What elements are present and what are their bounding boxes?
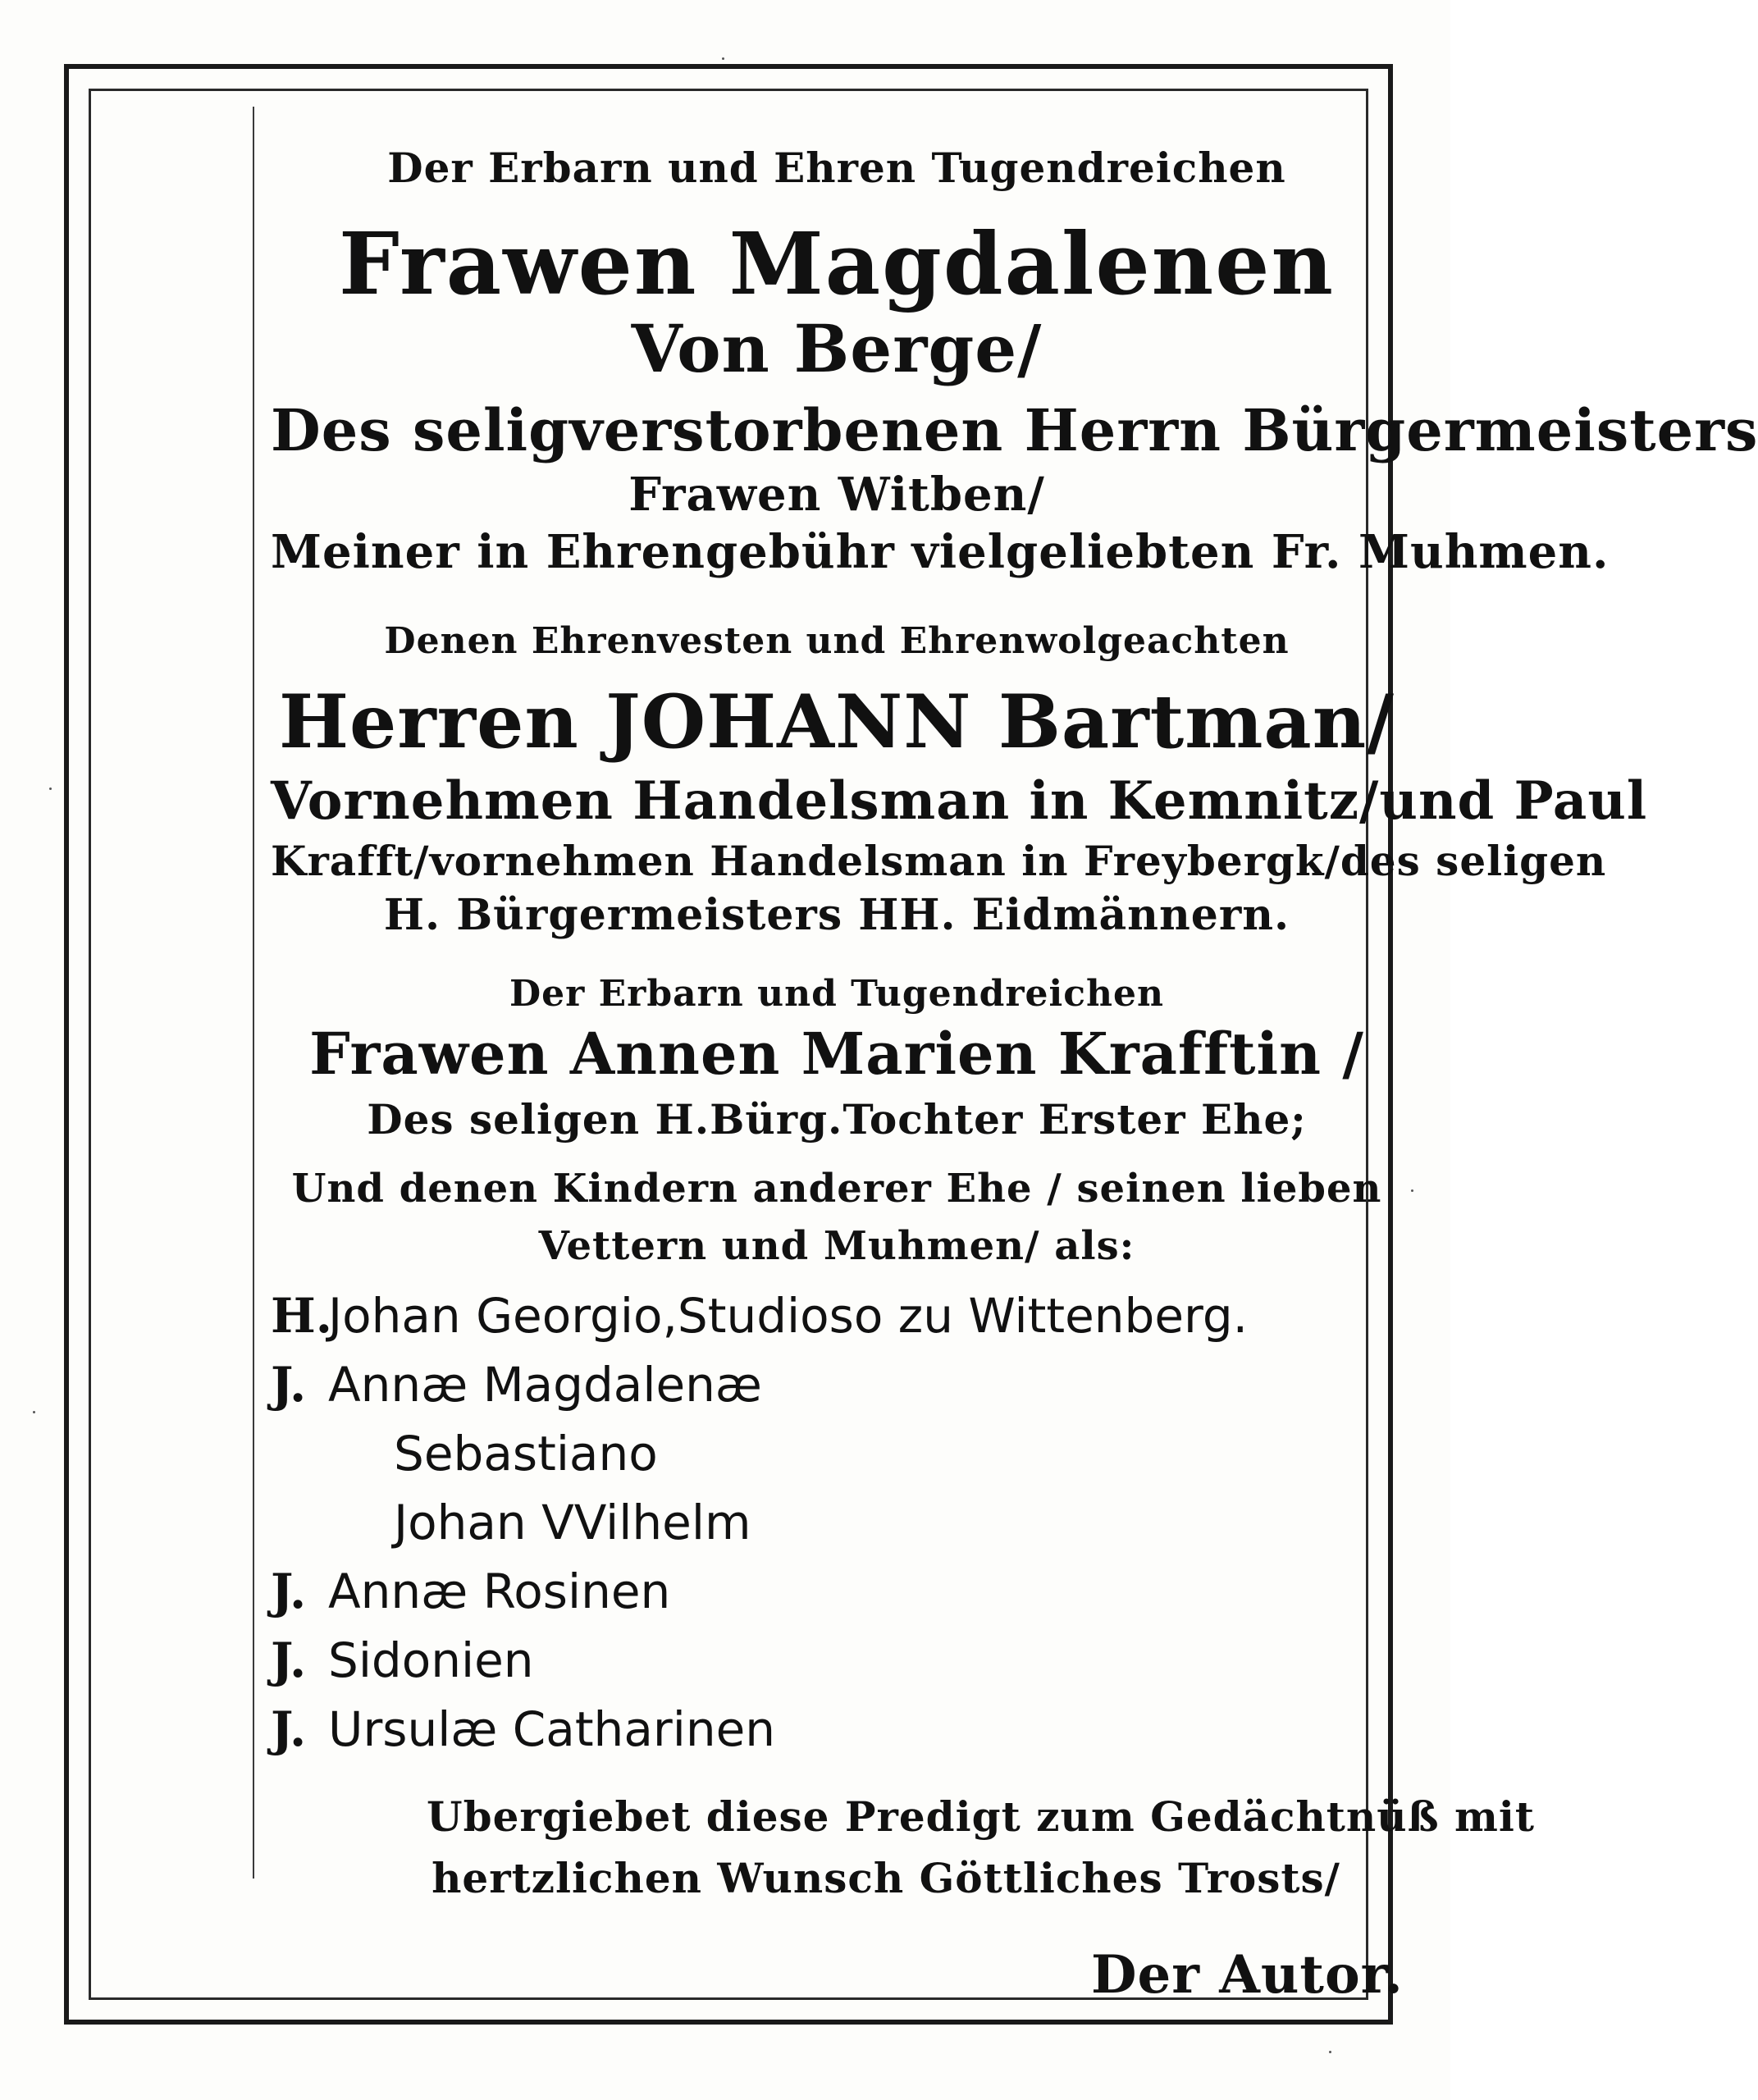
- list-item: [271, 1632, 1337, 1705]
- dedication-line-4: Des seligverstorbenen Herrn Bürgermeisters: [271, 396, 1758, 464]
- dedicatee-name-title: Frawen Magdalenen: [338, 213, 1336, 314]
- dedication-line-5: Frawen Witben/: [628, 468, 1045, 522]
- scan-speck: [49, 788, 52, 790]
- scan-speck: [1329, 2051, 1331, 2053]
- name-text: Sebastiano: [394, 1426, 658, 1481]
- scan-speck: [1411, 1189, 1413, 1192]
- names-list: [271, 1288, 1337, 1774]
- closing-line-1: Ubergiebet diese Predigt zum Gedächtnüß mit: [427, 1792, 1535, 1841]
- dedication-line-14: Des seligen H.Bürg.Tochter Erster Ehe;: [367, 1095, 1307, 1144]
- name-text: Annæ Rosinen: [328, 1564, 671, 1619]
- dedication-line-9: Vornehmen Handelsman in Kemnitz/und Paul: [271, 770, 1648, 832]
- dedication-line-12: Der Erbarn und Tugendreichen: [509, 973, 1165, 1015]
- scan-speck: [33, 1411, 35, 1413]
- dedication-line-13: Frawen Annen Marien Krafftin /: [309, 1020, 1364, 1088]
- dedicatee-surname: Von Berge/: [631, 310, 1043, 387]
- list-item: [271, 1288, 1337, 1361]
- name-prefix: J.: [271, 1357, 307, 1413]
- name-prefix: J.: [271, 1701, 307, 1757]
- name-text: Sidonien: [328, 1632, 534, 1688]
- name-prefix: H.: [271, 1288, 332, 1344]
- dedication-line-1: Der Erbarn und Ehren Tugendreichen: [387, 144, 1286, 192]
- name-prefix: J.: [271, 1564, 307, 1619]
- scan-speck: [722, 57, 724, 60]
- name-text: Annæ Magdalenæ: [328, 1357, 762, 1413]
- dedication-line-15: Und denen Kindern anderer Ehe / seinen lieben: [291, 1166, 1382, 1212]
- name-text: Ursulæ Catharinen: [328, 1701, 776, 1757]
- dedication-line-6: Meiner in Ehrengebühr vielgeliebten Fr. Muhmen.: [271, 525, 1610, 579]
- dedication-line-7: Denen Ehrenvesten und Ehrenwolgeachten: [384, 620, 1290, 662]
- list-item: [271, 1701, 1337, 1774]
- list-item: [271, 1495, 1337, 1568]
- name-text: Johan VVilhelm: [394, 1495, 751, 1550]
- list-item: [271, 1357, 1337, 1430]
- dedication-line-16: Vettern und Muhmen/ als:: [538, 1223, 1135, 1269]
- closing-line-2: hertzlichen Wunsch Göttliches Trosts/: [432, 1854, 1340, 1902]
- name-prefix: J.: [271, 1632, 307, 1688]
- dedication-line-10: Krafft/vornehmen Handelsman in Freybergk/des seligen: [271, 837, 1607, 885]
- name-text: Johan Georgio,Studioso zu Wittenberg.: [328, 1288, 1249, 1344]
- list-item: [271, 1564, 1337, 1637]
- list-item: [271, 1426, 1337, 1499]
- dedication-line-8: Herren JOHANN Bartman/: [278, 678, 1395, 765]
- dedication-line-11: H. Bürgermeisters HH. Eidmännern.: [383, 890, 1290, 940]
- author-signature: Der Autor.: [1091, 1944, 1404, 2006]
- margin-rule: [253, 107, 254, 1879]
